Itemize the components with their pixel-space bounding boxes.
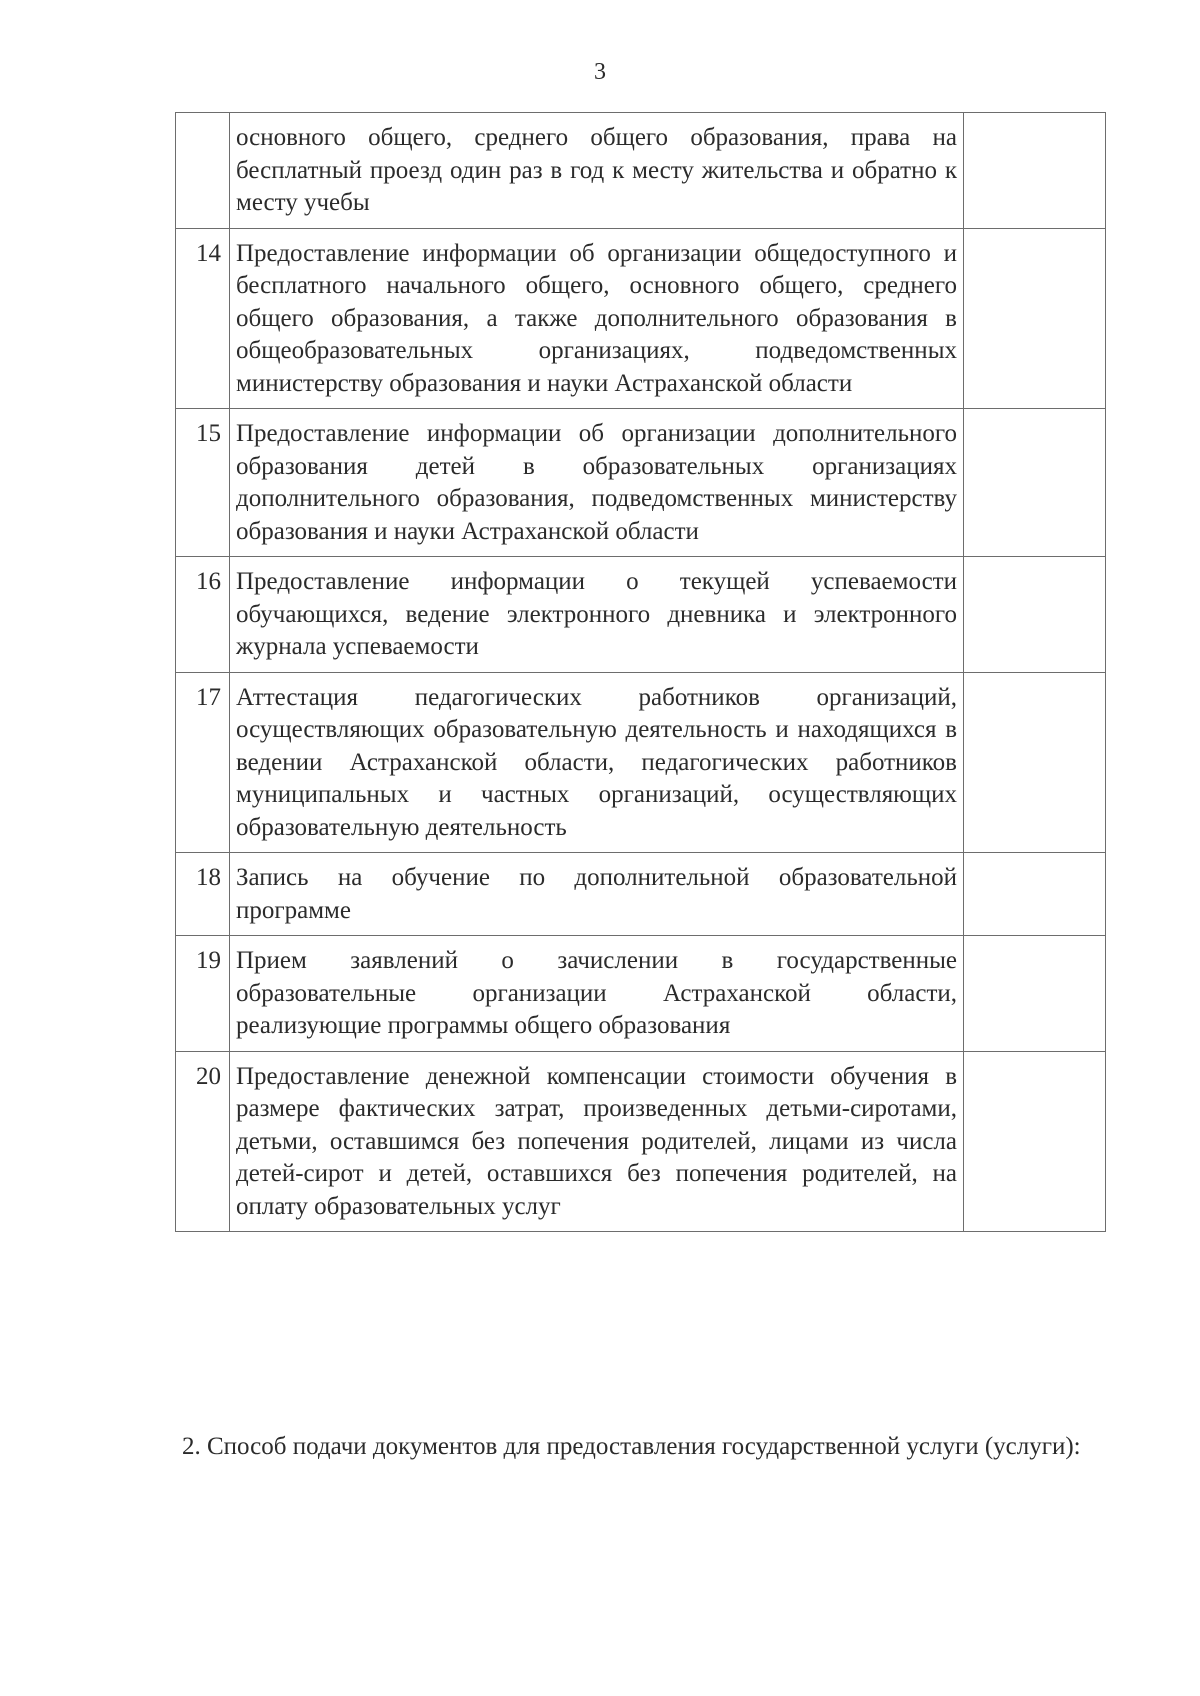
row-number: 16 [176,557,230,673]
empty-cell [964,936,1106,1052]
service-description: Аттестация педагогических работников организаций, осуществляющих образовательную деятельность и находящихся в ведении Астраханской области, педагогических работников муниципальных и частных организаций, осуществляющих образовательную деятельность [230,672,964,853]
empty-cell [964,853,1106,936]
service-description: Прием заявлений о зачислении в государственные образовательные организации Астраханской области, реализующие программы общего образования [230,936,964,1052]
row-number: 15 [176,409,230,557]
table-row [176,228,1106,409]
table-row [176,853,1106,936]
service-description: Предоставление информации об организации общедоступного и бесплатного начального общего, основного общего, среднего общего образования, а также дополнительного образования в общеобразовательных организациях, подведомственных министерству образования и науки Астраханской области [230,228,964,409]
services-table [175,112,1106,1232]
service-description: Предоставление информации об организации дополнительного образования детей в образовательных организациях дополнительного образования, подведомственных министерству образования и науки Астраханской области [230,409,964,557]
empty-cell [964,113,1106,229]
row-number: 19 [176,936,230,1052]
row-number: 14 [176,228,230,409]
table-row [176,557,1106,673]
service-description: основного общего, среднего общего образования, права на бесплатный проезд один раз в год к месту жительства и обратно к месту учебы [230,113,964,229]
row-number: 18 [176,853,230,936]
table-row [176,1051,1106,1232]
service-description: Предоставление информации о текущей успеваемости обучающихся, ведение электронного дневника и электронного журнала успеваемости [230,557,964,673]
table-row [176,113,1106,229]
row-number: 17 [176,672,230,853]
section-paragraph: 2. Способ подачи документов для предоставления государственной услуги (услуги): [182,1433,1081,1460]
service-description: Предоставление денежной компенсации стоимости обучения в размере фактических затрат, произведенных детьми-сиротами, детьми, оставшимся без попечения родителей, лицами из числа детей-сирот и детей, оставшихся без попечения родителей, на оплату образовательных услуг [230,1051,964,1232]
table-row [176,936,1106,1052]
empty-cell [964,672,1106,853]
table-row [176,672,1106,853]
service-description: Запись на обучение по дополнительной образовательной программе [230,853,964,936]
empty-cell [964,409,1106,557]
row-number: 20 [176,1051,230,1232]
table-row [176,409,1106,557]
empty-cell [964,1051,1106,1232]
empty-cell [964,228,1106,409]
row-number [176,113,230,229]
empty-cell [964,557,1106,673]
page-number: 3 [594,59,606,85]
